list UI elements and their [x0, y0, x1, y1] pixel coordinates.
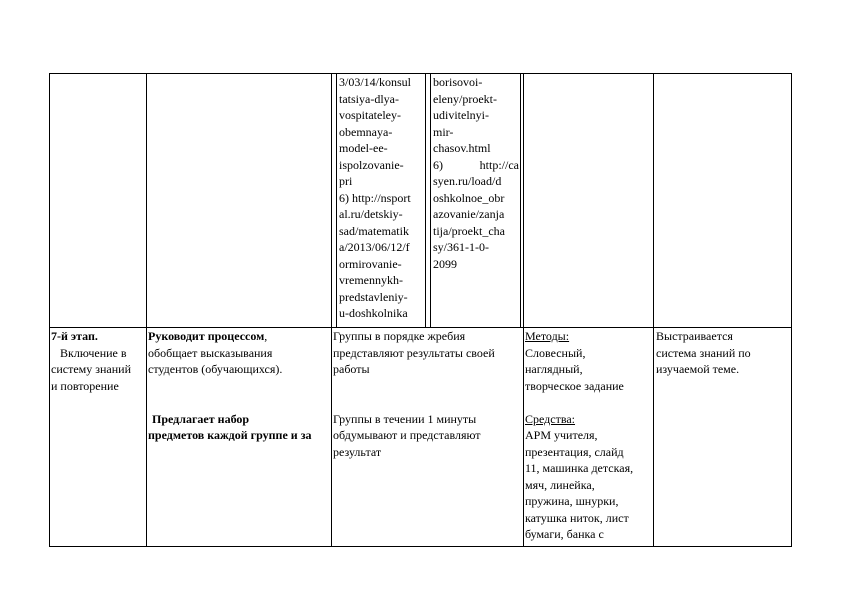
- students-line: представляют результаты своей: [333, 345, 495, 360]
- stage-desc-line: и повторение: [51, 378, 119, 393]
- table-bottom-border: [49, 546, 791, 547]
- link-line: pri: [339, 174, 353, 188]
- col-border-4: [520, 73, 521, 327]
- teacher-line: [148, 378, 330, 411]
- methods-cell: [525, 328, 652, 543]
- students-line: обдумывают и представляют: [333, 428, 481, 442]
- methods-line: Словесный,: [525, 345, 586, 360]
- students-line: [333, 378, 522, 411]
- col-border-3: [331, 73, 332, 547]
- means-line: бумаги, банка с: [525, 527, 604, 541]
- teacher-bold: Руководит процессом: [148, 329, 265, 343]
- link-line: chasov.html: [433, 141, 491, 155]
- means-line: АРМ учителя,: [525, 428, 598, 442]
- link-line: ispolzovanie-: [339, 157, 404, 172]
- link-line: eleny/proekt-: [433, 91, 497, 106]
- means-line: презентация, слайд: [525, 444, 624, 459]
- links-cell-a: [339, 74, 425, 322]
- result-line: Выстраивается: [656, 329, 733, 343]
- link-line: vospitateley-: [339, 108, 401, 122]
- stage-desc-line: систему знаний: [51, 362, 131, 376]
- link-line: syen.ru/load/d: [433, 174, 502, 188]
- methods-line: [525, 394, 652, 411]
- link-line: vremennykh-: [339, 273, 403, 287]
- link-line: azovanie/zanja: [433, 207, 505, 221]
- col-border-3a: [336, 73, 337, 327]
- means-line: катушка ниток, лист: [525, 510, 629, 525]
- result-line: система знаний по: [656, 345, 751, 360]
- teacher-line: обобщает высказывания: [148, 345, 273, 360]
- teacher-line: [148, 328, 330, 345]
- link-line: udivitelnyi-: [433, 108, 489, 122]
- col-border-3b: [425, 73, 426, 327]
- col-border-5: [653, 73, 654, 547]
- stage-title: 7-й этап.: [51, 329, 98, 343]
- students-activity-cell: [333, 328, 522, 460]
- teacher-activity-cell: [148, 328, 330, 444]
- link-number: 6): [433, 157, 443, 172]
- result-line: изучаемой теме.: [656, 362, 740, 376]
- link-line: 3/03/14/konsul: [339, 75, 412, 89]
- stage-desc-line: Включение в: [60, 345, 127, 360]
- link-line: sad/matematik: [339, 223, 409, 238]
- col-border-left: [49, 73, 50, 547]
- link-line: sy/361-1-0-: [433, 240, 489, 254]
- link-line: obemnaya-: [339, 124, 393, 139]
- students-line: работы: [333, 362, 370, 376]
- means-line: 11, машинка детская,: [525, 461, 634, 475]
- col-border-2: [146, 73, 147, 547]
- teacher-rest: ,: [264, 329, 268, 343]
- stage-cell: [51, 328, 145, 394]
- students-line: Группы в течении 1 минуты: [333, 411, 477, 426]
- links-cell-b: [433, 74, 519, 272]
- link-line: al.ru/detskiy-: [339, 207, 403, 221]
- teacher-line: студентов (обучающихся).: [148, 362, 283, 376]
- link-line: predstavleniy-: [339, 289, 408, 304]
- means-heading: Средства:: [525, 411, 576, 426]
- link-line: a/2013/06/12/f: [339, 240, 410, 254]
- students-line: результат: [333, 444, 382, 459]
- students-line: Группы в порядке жребия: [333, 329, 466, 343]
- link-start: http://ca: [479, 157, 519, 172]
- methods-line: наглядный,: [525, 362, 583, 376]
- link-line: mir-: [433, 124, 454, 139]
- col-border-3c: [430, 73, 431, 327]
- link-line: borisovoi-: [433, 75, 483, 89]
- result-cell: [656, 328, 790, 378]
- link-line-justified: [433, 157, 519, 174]
- teacher-line: предметов каждой группе и за: [148, 428, 312, 442]
- teacher-line: Предлагает набор: [152, 411, 250, 426]
- link-line: tatsiya-dlya-: [339, 91, 399, 106]
- methods-heading: Методы:: [525, 329, 570, 343]
- link-line: ormirovanie-: [339, 256, 402, 271]
- link-line: tija/proekt_cha: [433, 223, 505, 238]
- col-border-4b: [523, 73, 524, 547]
- methods-line: творческое задание: [525, 378, 624, 393]
- link-line: 2099: [433, 256, 457, 271]
- link-line: model-ee-: [339, 141, 388, 155]
- link-line: oshkolnoe_obr: [433, 190, 505, 205]
- col-border-right: [791, 73, 792, 547]
- link-line: 6) http://nsport: [339, 190, 411, 205]
- link-line: u-doshkolnika: [339, 306, 408, 320]
- means-line: мяч, линейка,: [525, 477, 595, 492]
- means-line: пружина, шнурки,: [525, 494, 619, 508]
